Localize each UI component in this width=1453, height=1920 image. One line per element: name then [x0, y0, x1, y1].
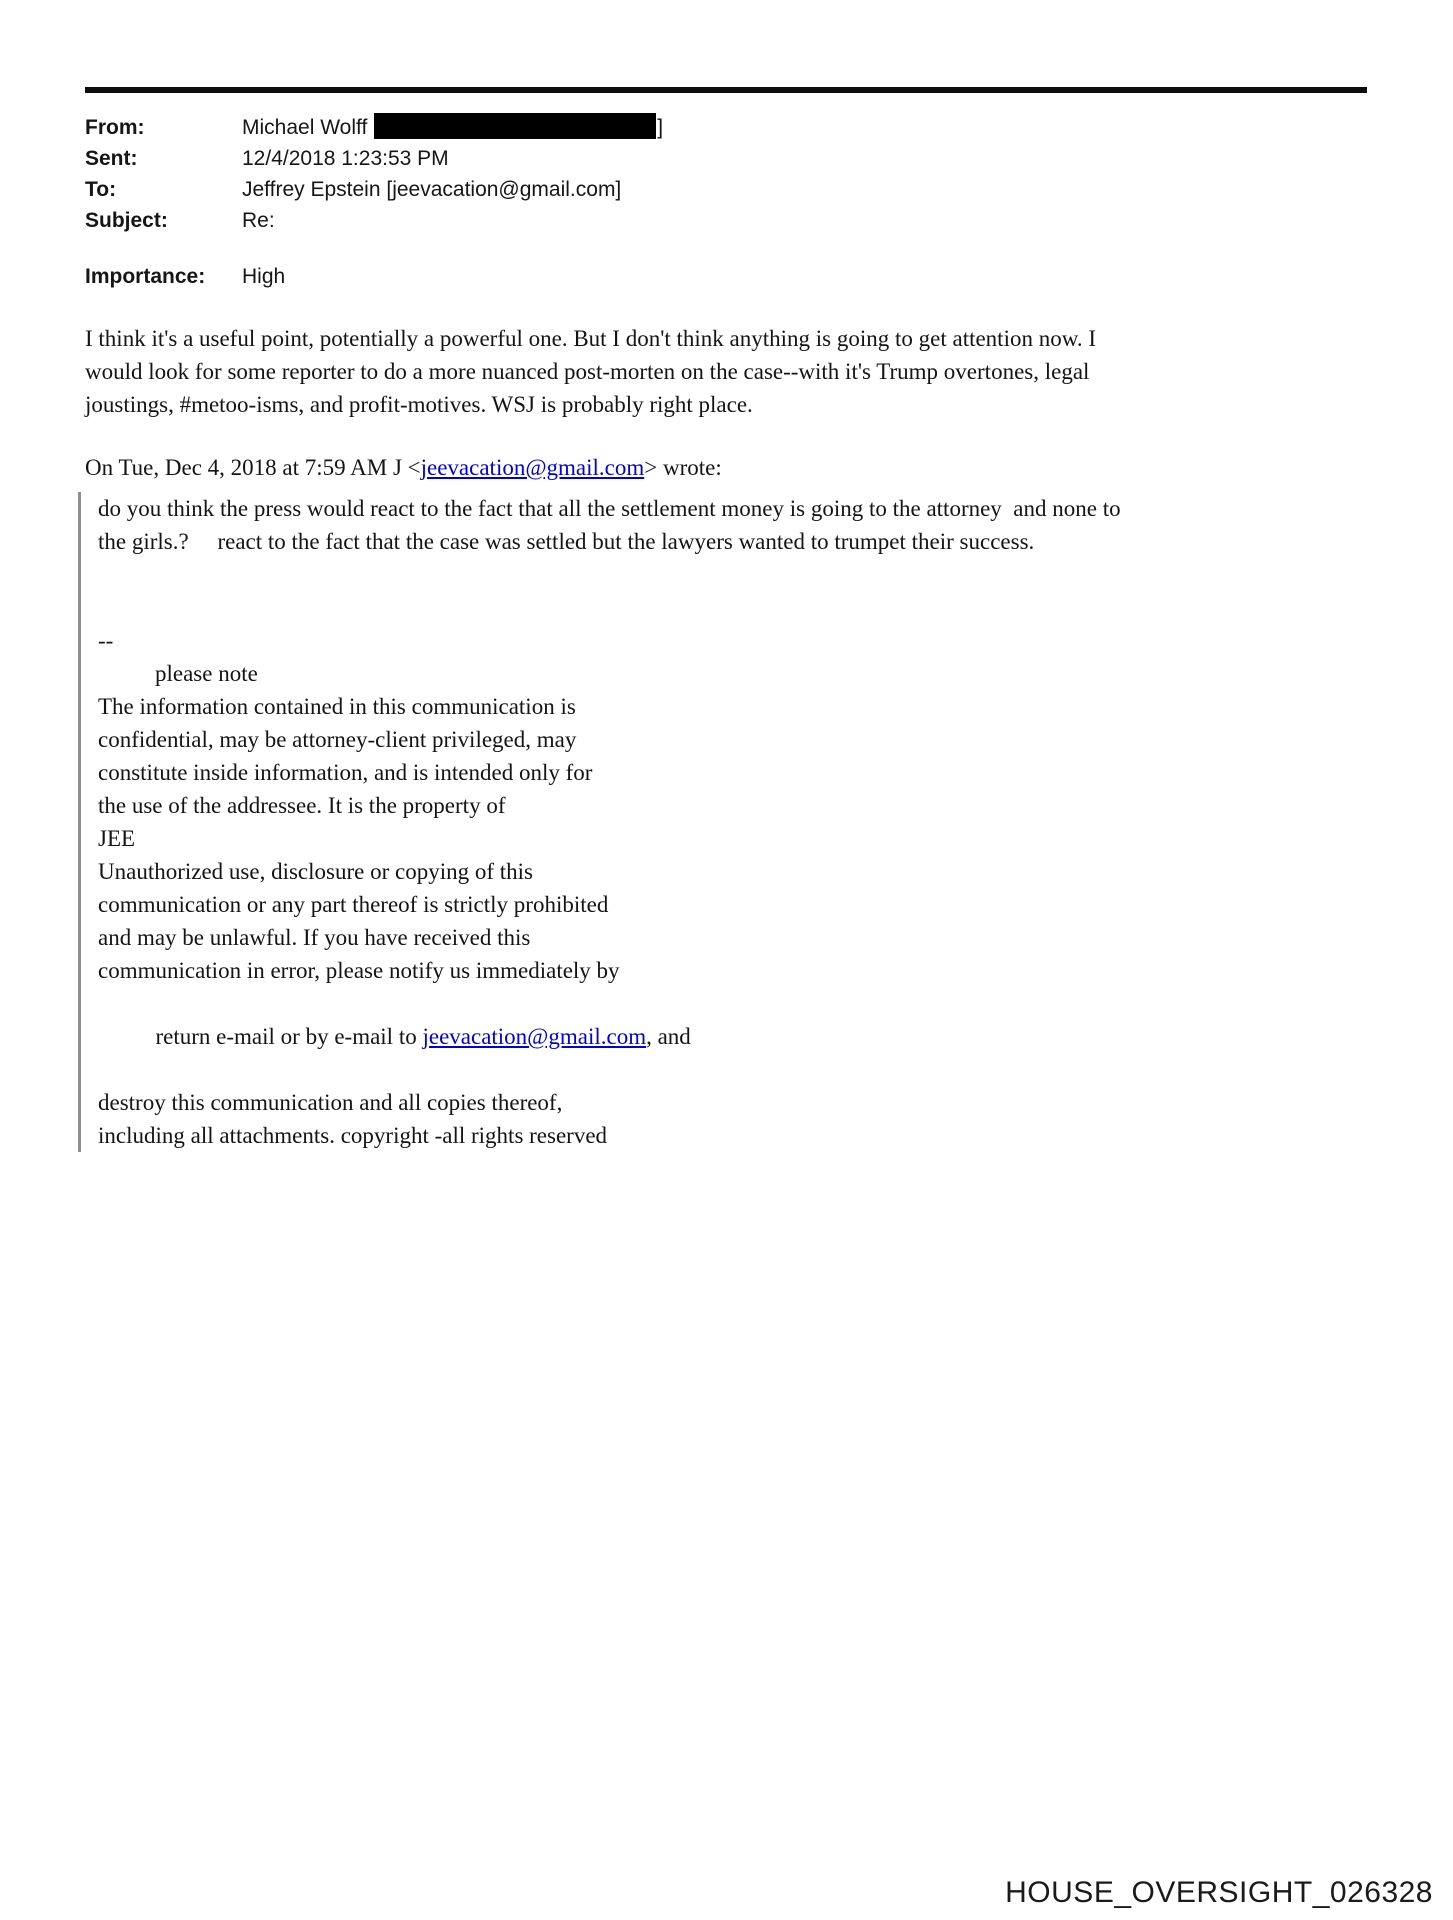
- quote-gap: [98, 558, 1370, 624]
- header-divider-rule: [85, 87, 1367, 93]
- disclaimer-line: communication or any part thereof is strictly prohibited: [98, 892, 609, 917]
- body-line: I think it's a useful point, potentially a powerful one. But I don't think anything is going to get attention now. I: [85, 326, 1096, 351]
- subject-value: Re:: [242, 209, 275, 232]
- reply-intro-before: On Tue, Dec 4, 2018 at 7:59 AM J <: [85, 455, 421, 480]
- quoted-reply-block: [78, 492, 1370, 1152]
- sent-value: 12/4/2018 1:23:53 PM: [242, 147, 449, 170]
- disclaimer-line: Unauthorized use, disclosure or copying of this: [98, 859, 533, 884]
- from-value: [242, 112, 663, 143]
- body-line: joustings, #metoo-isms, and profit-motives. WSJ is probably right place.: [85, 392, 753, 417]
- to-label: To:: [85, 178, 117, 201]
- disclaimer-email-before: return e-mail or by e-mail to: [155, 1024, 423, 1049]
- from-suffix: ]: [657, 116, 664, 139]
- disclaimer-email-link[interactable]: jeevacation@gmail.com: [422, 1024, 647, 1049]
- disclaimer-line: communication in error, please notify us immediately by: [98, 958, 620, 983]
- disclaimer-line: confidential, may be attorney-client privileged, may: [98, 727, 577, 752]
- signature-note: please note: [155, 661, 258, 686]
- signature-dashes: --: [98, 628, 114, 653]
- from-name: Michael Wolff: [242, 116, 368, 139]
- importance-label: Importance:: [85, 265, 206, 288]
- redaction-bar: [374, 113, 656, 139]
- disclaimer-line: including all attachments. copyright -all rights reserved: [98, 1123, 608, 1148]
- quote-line: do you think the press would react to the fact that all the settlement money is going to the attorney and none to: [98, 496, 1121, 521]
- disclaimer-line: constitute inside information, and is intended only for: [98, 760, 593, 785]
- importance-value: High: [242, 265, 286, 288]
- disclaimer-line: destroy this communication and all copies thereof,: [98, 1090, 563, 1115]
- header-row-to: [85, 174, 1370, 205]
- document-content: [85, 112, 1370, 1152]
- email-header-block: [85, 112, 1370, 292]
- disclaimer-line: the use of the addressee. It is the property of: [98, 793, 506, 818]
- subject-label: Subject:: [85, 209, 168, 232]
- from-label: From:: [85, 116, 145, 139]
- header-row-from: [85, 112, 1370, 143]
- reply-intro-line: [85, 451, 1370, 484]
- header-row-importance: [85, 261, 1370, 292]
- disclaimer-block: [98, 690, 1370, 1152]
- disclaimer-line: The information contained in this communication is: [98, 694, 576, 719]
- to-value: Jeffrey Epstein [jeevacation@gmail.com]: [242, 178, 622, 201]
- body-line: would look for some reporter to do a more nuanced post-morten on the case--with it's Trump overtones, legal: [85, 359, 1090, 384]
- bates-number: HOUSE_OVERSIGHT_026328: [1005, 1876, 1433, 1909]
- disclaimer-line: JEE: [98, 826, 136, 851]
- header-row-sent: [85, 143, 1370, 174]
- disclaimer-email-line: [98, 987, 1370, 1086]
- reply-intro-after: > wrote:: [644, 455, 722, 480]
- quote-line: the girls.? react to the fact that the case was settled but the lawyers wanted to trumpet their success.: [98, 529, 1035, 554]
- sent-label: Sent:: [85, 147, 138, 170]
- disclaimer-line: and may be unlawful. If you have received this: [98, 925, 531, 950]
- disclaimer-email-after: , and: [646, 1024, 691, 1049]
- reply-intro-email-link[interactable]: jeevacation@gmail.com: [420, 455, 645, 480]
- email-body-paragraph: [85, 322, 1370, 421]
- header-row-subject: [85, 205, 1370, 236]
